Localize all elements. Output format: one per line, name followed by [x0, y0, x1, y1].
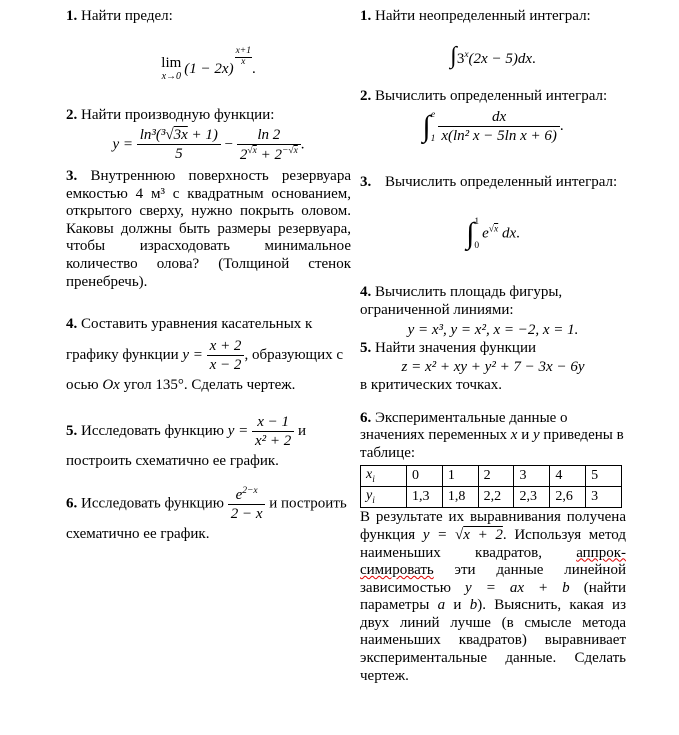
inline-formula-sqrt: y = √	[422, 526, 464, 543]
table-cell: 0	[407, 466, 443, 487]
text-line: экспериментальные данные. Сделать	[360, 650, 626, 667]
ox-axis-label: Ox	[102, 377, 120, 394]
fraction-2	[237, 127, 301, 163]
right-problem-5	[360, 340, 626, 394]
upper-bound: 1	[474, 217, 480, 228]
lower-bound: 0	[474, 241, 480, 252]
problem-number: 4.	[66, 316, 78, 333]
text: значениях переменных	[360, 427, 511, 444]
text: и	[294, 422, 307, 439]
text-line	[360, 527, 626, 545]
definite-integral	[466, 217, 482, 251]
text-line: пренебречь).	[66, 273, 148, 290]
spellcheck-flagged-word: симировать	[360, 562, 434, 579]
fraction-1-numerator	[137, 127, 221, 145]
text: угол 135°. Сделать чертеж.	[119, 377, 296, 394]
plus-2: + 2	[256, 146, 282, 163]
left-problem-1-heading	[66, 8, 351, 26]
numerator: x + 2	[207, 338, 245, 356]
var-x: x	[366, 467, 373, 483]
row-header-x	[361, 466, 407, 487]
exponent-sqrt-x	[489, 225, 498, 235]
right-problem-2-formula	[360, 109, 626, 144]
right-problem-3-formula	[360, 217, 626, 251]
problem-number: 1.	[66, 8, 78, 24]
formula-lhs: y =	[112, 136, 137, 153]
lim-word: lim	[161, 55, 182, 72]
fraction-2-numerator: ln 2	[237, 127, 301, 145]
sqrt-sign: √	[247, 145, 253, 156]
left-problem-2-heading	[66, 107, 351, 125]
limit-operator	[161, 56, 181, 82]
integral-sign: ∫	[450, 42, 457, 69]
problem-title: Найти неопределенный интеграл:	[375, 8, 591, 24]
table-row-y	[361, 487, 622, 508]
right-problem-1-heading	[360, 8, 626, 26]
text: Экспериментальные данные о	[375, 409, 568, 426]
text: эти данные линейной	[433, 562, 626, 579]
integral-bounds	[431, 110, 436, 144]
limit-exponent-fraction	[235, 47, 252, 68]
text-line: наименьших квадратов) выравнивает	[360, 632, 626, 649]
text-line: В результате их выравнивания получена	[360, 509, 626, 526]
integral-bounds	[474, 217, 479, 251]
text-line: таблице:	[360, 444, 416, 461]
text-line	[360, 597, 626, 615]
var-b: b	[469, 597, 478, 614]
sub-i: i	[372, 475, 375, 486]
exp-denominator: x	[241, 56, 246, 67]
left-problem-3	[66, 168, 351, 291]
text-line	[360, 427, 626, 445]
sqrt-radicand: x	[252, 145, 257, 156]
problem-number: 6.	[360, 409, 372, 426]
text: Вычислить площадь фигуры,	[375, 284, 563, 301]
exponent-sqrt-x	[247, 146, 256, 156]
integrand: (2x − 5)	[468, 50, 518, 67]
denominator: x(ln² x − 5ln x + 6)	[441, 128, 557, 145]
text-line: Каковы должны быть размеры резервуара,	[66, 220, 351, 237]
left-column	[66, 8, 351, 685]
text-line: количество олова? (Толщиной стенок	[66, 256, 351, 273]
formula-period: .	[516, 225, 520, 242]
ln-cube-root: ln³(³√	[139, 127, 174, 144]
table-cell: 1	[442, 466, 478, 487]
fraction	[252, 414, 294, 449]
var-a: a	[437, 597, 446, 614]
text: . Используя метод	[502, 526, 627, 543]
problem-title: Вычислить определенный интеграл:	[385, 173, 618, 190]
fraction	[228, 486, 266, 522]
text-line	[360, 545, 626, 563]
exponent: 2−x	[242, 485, 258, 496]
left-problem-1-formula	[66, 47, 351, 83]
problem-number: 1.	[360, 8, 372, 24]
neg-sqrt-sign: −√	[281, 145, 294, 156]
text-line: емкостью 4 м³ с квадратным основанием,	[66, 185, 351, 202]
text-line	[360, 410, 626, 428]
text-line	[66, 316, 351, 334]
fraction-1	[137, 127, 221, 162]
sqrt-radicand: x + 2	[463, 526, 503, 543]
problem-title: Найти значения функции	[375, 340, 537, 357]
base-3: 3	[456, 50, 465, 67]
fraction-2-denominator	[237, 145, 301, 163]
text-line	[360, 284, 626, 302]
text-line: чтобы израсходовать минимальное	[66, 238, 351, 255]
right-problem-4	[360, 284, 626, 339]
table-cell: 3	[586, 487, 622, 508]
table-cell: 4	[550, 466, 586, 487]
fraction-1-denominator: 5	[175, 146, 183, 163]
formula-period: .	[300, 136, 305, 153]
denominator: 2 − x	[230, 505, 263, 522]
problem-number: 6.	[66, 495, 78, 512]
problem-number: 3.	[360, 173, 372, 190]
var-x: x	[510, 427, 518, 444]
table-row-x	[361, 466, 622, 487]
right-problem-6	[360, 410, 626, 686]
definite-integral	[422, 110, 438, 144]
table-cell: 2,3	[514, 487, 550, 508]
table-cell: 2,6	[550, 487, 586, 508]
lower-bound: 1	[430, 133, 436, 144]
problem-number: 4.	[360, 284, 372, 301]
text: ). Выяснить, какая из	[477, 597, 626, 614]
denominator: x − 2	[209, 357, 242, 374]
problem-title: Найти предел:	[81, 8, 173, 24]
fraction	[207, 338, 245, 373]
upper-bound: e	[430, 109, 436, 120]
text: Исследовать функцию	[81, 495, 228, 512]
radicand: 3x	[173, 127, 188, 144]
formula-period: .	[559, 118, 564, 135]
exp-numerator: x+1	[235, 45, 251, 56]
problem-number: 2.	[66, 107, 78, 124]
base-2: 2	[239, 146, 248, 163]
numerator-dx: dx	[438, 109, 560, 127]
text: и	[517, 427, 533, 444]
text: осью	[66, 377, 103, 394]
text: Исследовать функцию	[81, 422, 228, 439]
limit-body: (1 − 2x)	[184, 60, 234, 77]
row-header-y	[361, 487, 407, 508]
right-problem-4-formula: y = x³, y = x², x = −2, x = 1.	[407, 322, 579, 339]
sqrt-sign: √	[488, 224, 494, 235]
sub-i: i	[372, 496, 375, 507]
right-column	[360, 8, 626, 685]
text: (найти	[569, 579, 626, 596]
numerator: x − 1	[252, 414, 294, 432]
text-line: ограниченной линиями:	[360, 301, 514, 318]
table-cell: 3	[514, 466, 550, 487]
denominator: x² + 2	[254, 433, 292, 449]
text-line	[360, 340, 626, 358]
formula-lhs: y =	[227, 422, 252, 439]
problem-number: 2.	[360, 87, 372, 104]
text-line: чертеж.	[360, 667, 409, 684]
dx: dx	[498, 225, 517, 242]
numerator	[228, 486, 266, 505]
text-line	[66, 377, 351, 395]
text: графику функции	[66, 346, 183, 363]
text-line-with-fraction	[66, 486, 351, 522]
text-line-with-fraction	[66, 338, 351, 373]
text-line-with-fraction	[66, 414, 351, 449]
table-cell: 2,2	[478, 487, 514, 508]
text-line: схематично ее график.	[66, 526, 210, 543]
right-problem-5-formula: z = x² + xy + y² + 7 − 3x − 6y	[401, 358, 585, 375]
left-problem-5	[66, 414, 351, 471]
text: и построить	[265, 495, 347, 512]
spellcheck-flagged-word: аппрок-	[576, 544, 626, 561]
problem-number: 5.	[360, 340, 372, 357]
table-cell: 5	[586, 466, 622, 487]
inline-formula-linear: y = ax + b	[465, 579, 570, 596]
problem-number: 3.	[66, 168, 78, 185]
text: и	[445, 597, 470, 614]
dx: dx	[517, 50, 532, 67]
left-problem-4	[66, 316, 351, 395]
text: приведены в	[539, 427, 624, 444]
text-line	[66, 168, 351, 186]
fraction	[438, 109, 560, 144]
minus-sign: −	[220, 136, 237, 153]
formula-lhs: y =	[182, 346, 207, 363]
var-y: y	[533, 427, 540, 444]
text: зависимостью	[360, 579, 466, 596]
text: Внутреннюю поверхность резервуара	[90, 168, 351, 185]
left-problem-2-formula	[66, 127, 351, 163]
right-problem-3-heading	[360, 174, 626, 192]
euler-e: e	[235, 486, 243, 503]
var-y: y	[366, 488, 373, 504]
text-line	[360, 562, 626, 580]
table-cell: 2	[478, 466, 514, 487]
text-line: в критических точках.	[360, 376, 503, 393]
right-problem-2-heading	[360, 88, 626, 106]
text: параметры	[360, 597, 438, 614]
text-line: открытого сверху, нужно покрыть оловом.	[66, 203, 351, 220]
text-line: двух линий лучше (в смысле метода	[360, 614, 626, 631]
exponent-neg-sqrt-x	[282, 146, 298, 156]
text-line	[360, 580, 626, 598]
text: , образующих с	[244, 346, 344, 363]
euler-e: e	[482, 225, 489, 242]
numerator-tail: + 1)	[187, 127, 218, 144]
experimental-data-table	[360, 465, 622, 508]
table-cell: 1,8	[442, 487, 478, 508]
left-problem-6	[66, 486, 351, 544]
text: функция	[360, 526, 423, 543]
text: Составить уравнения касательных к	[81, 316, 313, 333]
sqrt-radicand: x	[493, 224, 499, 235]
integral-sign: ∫	[422, 109, 431, 143]
text: наименьших квадратов,	[360, 544, 577, 561]
problem-title: Найти производную функции:	[81, 107, 275, 124]
right-problem-6-paragraph	[360, 509, 626, 685]
lim-subscript: x→0	[161, 71, 182, 83]
right-problem-1-formula	[360, 44, 626, 68]
table-cell: 1,3	[407, 487, 443, 508]
formula-period: .	[251, 60, 256, 77]
text-line: построить схематично ее график.	[66, 453, 279, 470]
formula-period: .	[532, 50, 536, 67]
exponent-x: x	[464, 49, 469, 60]
problem-number: 5.	[66, 422, 78, 439]
problem-title: Вычислить определенный интеграл:	[375, 87, 608, 104]
integral-sign: ∫	[466, 217, 475, 251]
sqrt-radicand: x	[293, 145, 298, 156]
